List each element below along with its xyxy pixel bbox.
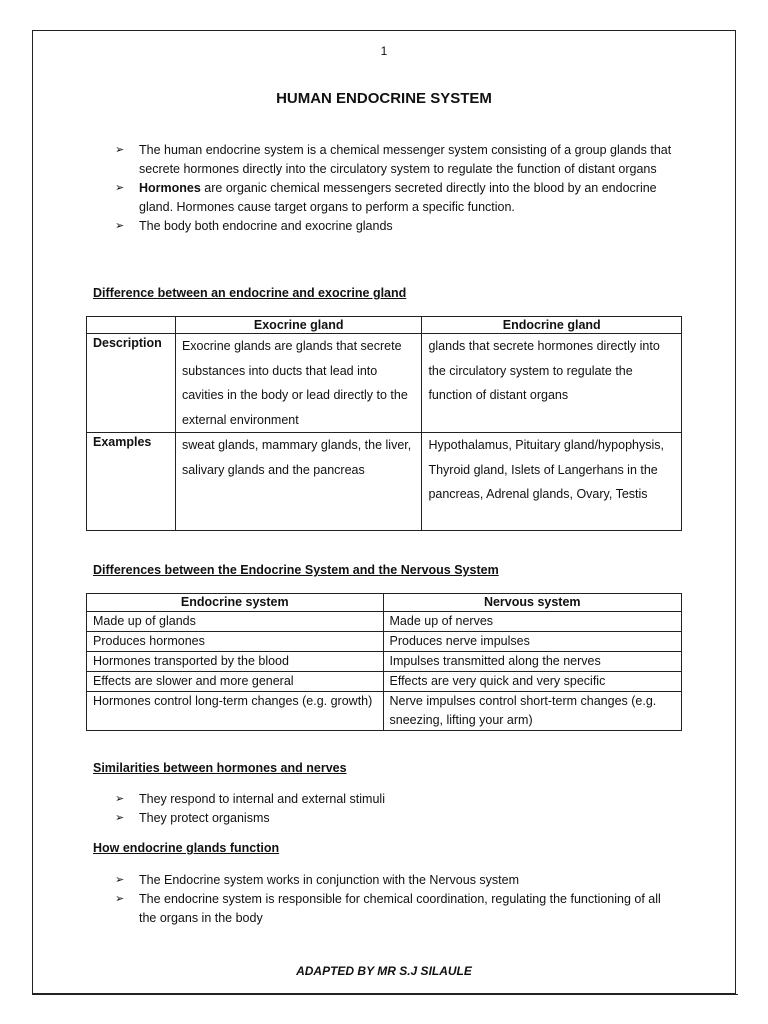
- table-cell: glands that secrete hormones directly into the circulatory system to regulate the function of distant organs: [422, 334, 682, 433]
- section-heading-glands: Difference between an endocrine and exocrine gland: [93, 286, 407, 300]
- list-item: ➢ Hormones are organic chemical messengers secreted directly into the blood by an endocrine gland. Hormones cause target organs to perform a specific function.: [115, 181, 657, 214]
- system-comparison-table: [86, 593, 682, 731]
- page-border-shadow: [32, 992, 738, 995]
- table-row: [87, 433, 682, 531]
- table-cell: Produces nerve impulses: [383, 632, 682, 652]
- table-row: [87, 334, 682, 433]
- table-cell: Nerve impulses control short-term changes (e.g. sneezing, lifting your arm): [383, 692, 682, 731]
- table-cell: Hormones control long-term changes (e.g. growth): [87, 692, 384, 731]
- arrowhead-icon: ➢: [115, 874, 125, 886]
- header-nervous-system: Nervous system: [383, 594, 682, 612]
- intro-bullet-list: [115, 141, 680, 236]
- table-cell: Made up of glands: [87, 612, 384, 632]
- table-row: [87, 692, 682, 731]
- table-cell: Made up of nerves: [383, 612, 682, 632]
- table-row: [87, 632, 682, 652]
- header-endocrine-system: Endocrine system: [87, 594, 384, 612]
- list-item: ➢ The human endocrine system is a chemical messenger system consisting of a group glands that secrete hormones directly into the circulatory system to regulate the function of distant organs: [115, 143, 672, 176]
- function-bullet-list: [115, 871, 680, 928]
- section-heading-similarities: Similarities between hormones and nerves: [93, 761, 347, 775]
- table-header-row: [87, 317, 682, 334]
- header-endocrine: Endocrine gland: [422, 317, 682, 334]
- hormones-term: Hormones: [139, 181, 201, 195]
- row-label: Examples: [87, 433, 176, 531]
- page-title: HUMAN ENDOCRINE SYSTEM: [276, 90, 492, 107]
- table-header-row: [87, 594, 682, 612]
- section-heading-systems: Differences between the Endocrine System and the Nervous System: [93, 563, 499, 577]
- table-cell: Effects are slower and more general: [87, 672, 384, 692]
- page-number: 1: [380, 44, 388, 58]
- table-cell: Hypothalamus, Pituitary gland/hypophysis, Thyroid gland, Islets of Langerhans in the pancreas, Adrenal glands, Ovary, Testis: [422, 433, 682, 531]
- table-cell: Impulses transmitted along the nerves: [383, 652, 682, 672]
- arrowhead-icon: ➢: [115, 812, 125, 824]
- arrowhead-icon: ➢: [115, 220, 125, 232]
- header-exocrine: Exocrine gland: [175, 317, 421, 334]
- list-item: ➢ The body both endocrine and exocrine glands: [115, 217, 680, 236]
- arrowhead-icon: ➢: [115, 893, 125, 905]
- arrowhead-icon: ➢: [115, 182, 125, 194]
- similarities-bullet-list: [115, 790, 680, 828]
- section-heading-function: How endocrine glands function: [93, 841, 280, 855]
- list-item: ➢ They protect organisms: [115, 809, 680, 828]
- table-cell: sweat glands, mammary glands, the liver, salivary glands and the pancreas: [175, 433, 421, 531]
- table-row: [87, 612, 682, 632]
- gland-comparison-table: [86, 316, 682, 531]
- table-row: [87, 672, 682, 692]
- list-item: ➢ The endocrine system is responsible for chemical coordination, regulating the functioning of all the organs in the body: [115, 892, 661, 925]
- row-label: Description: [87, 334, 176, 433]
- table-cell: Exocrine glands are glands that secrete substances into ducts that lead into cavities in the body or lead directly to the external environment: [175, 334, 421, 433]
- header-blank: [87, 317, 176, 334]
- table-cell: Effects are very quick and very specific: [383, 672, 682, 692]
- table-cell: Hormones transported by the blood: [87, 652, 384, 672]
- table-cell: Produces hormones: [87, 632, 384, 652]
- list-item: ➢ The Endocrine system works in conjunction with the Nervous system: [115, 871, 680, 890]
- footer-credit: ADAPTED BY MR S.J SILAULE: [296, 964, 472, 978]
- table-row: [87, 652, 682, 672]
- arrowhead-icon: ➢: [115, 793, 125, 805]
- list-item: ➢ They respond to internal and external stimuli: [115, 790, 680, 809]
- arrowhead-icon: ➢: [115, 144, 125, 156]
